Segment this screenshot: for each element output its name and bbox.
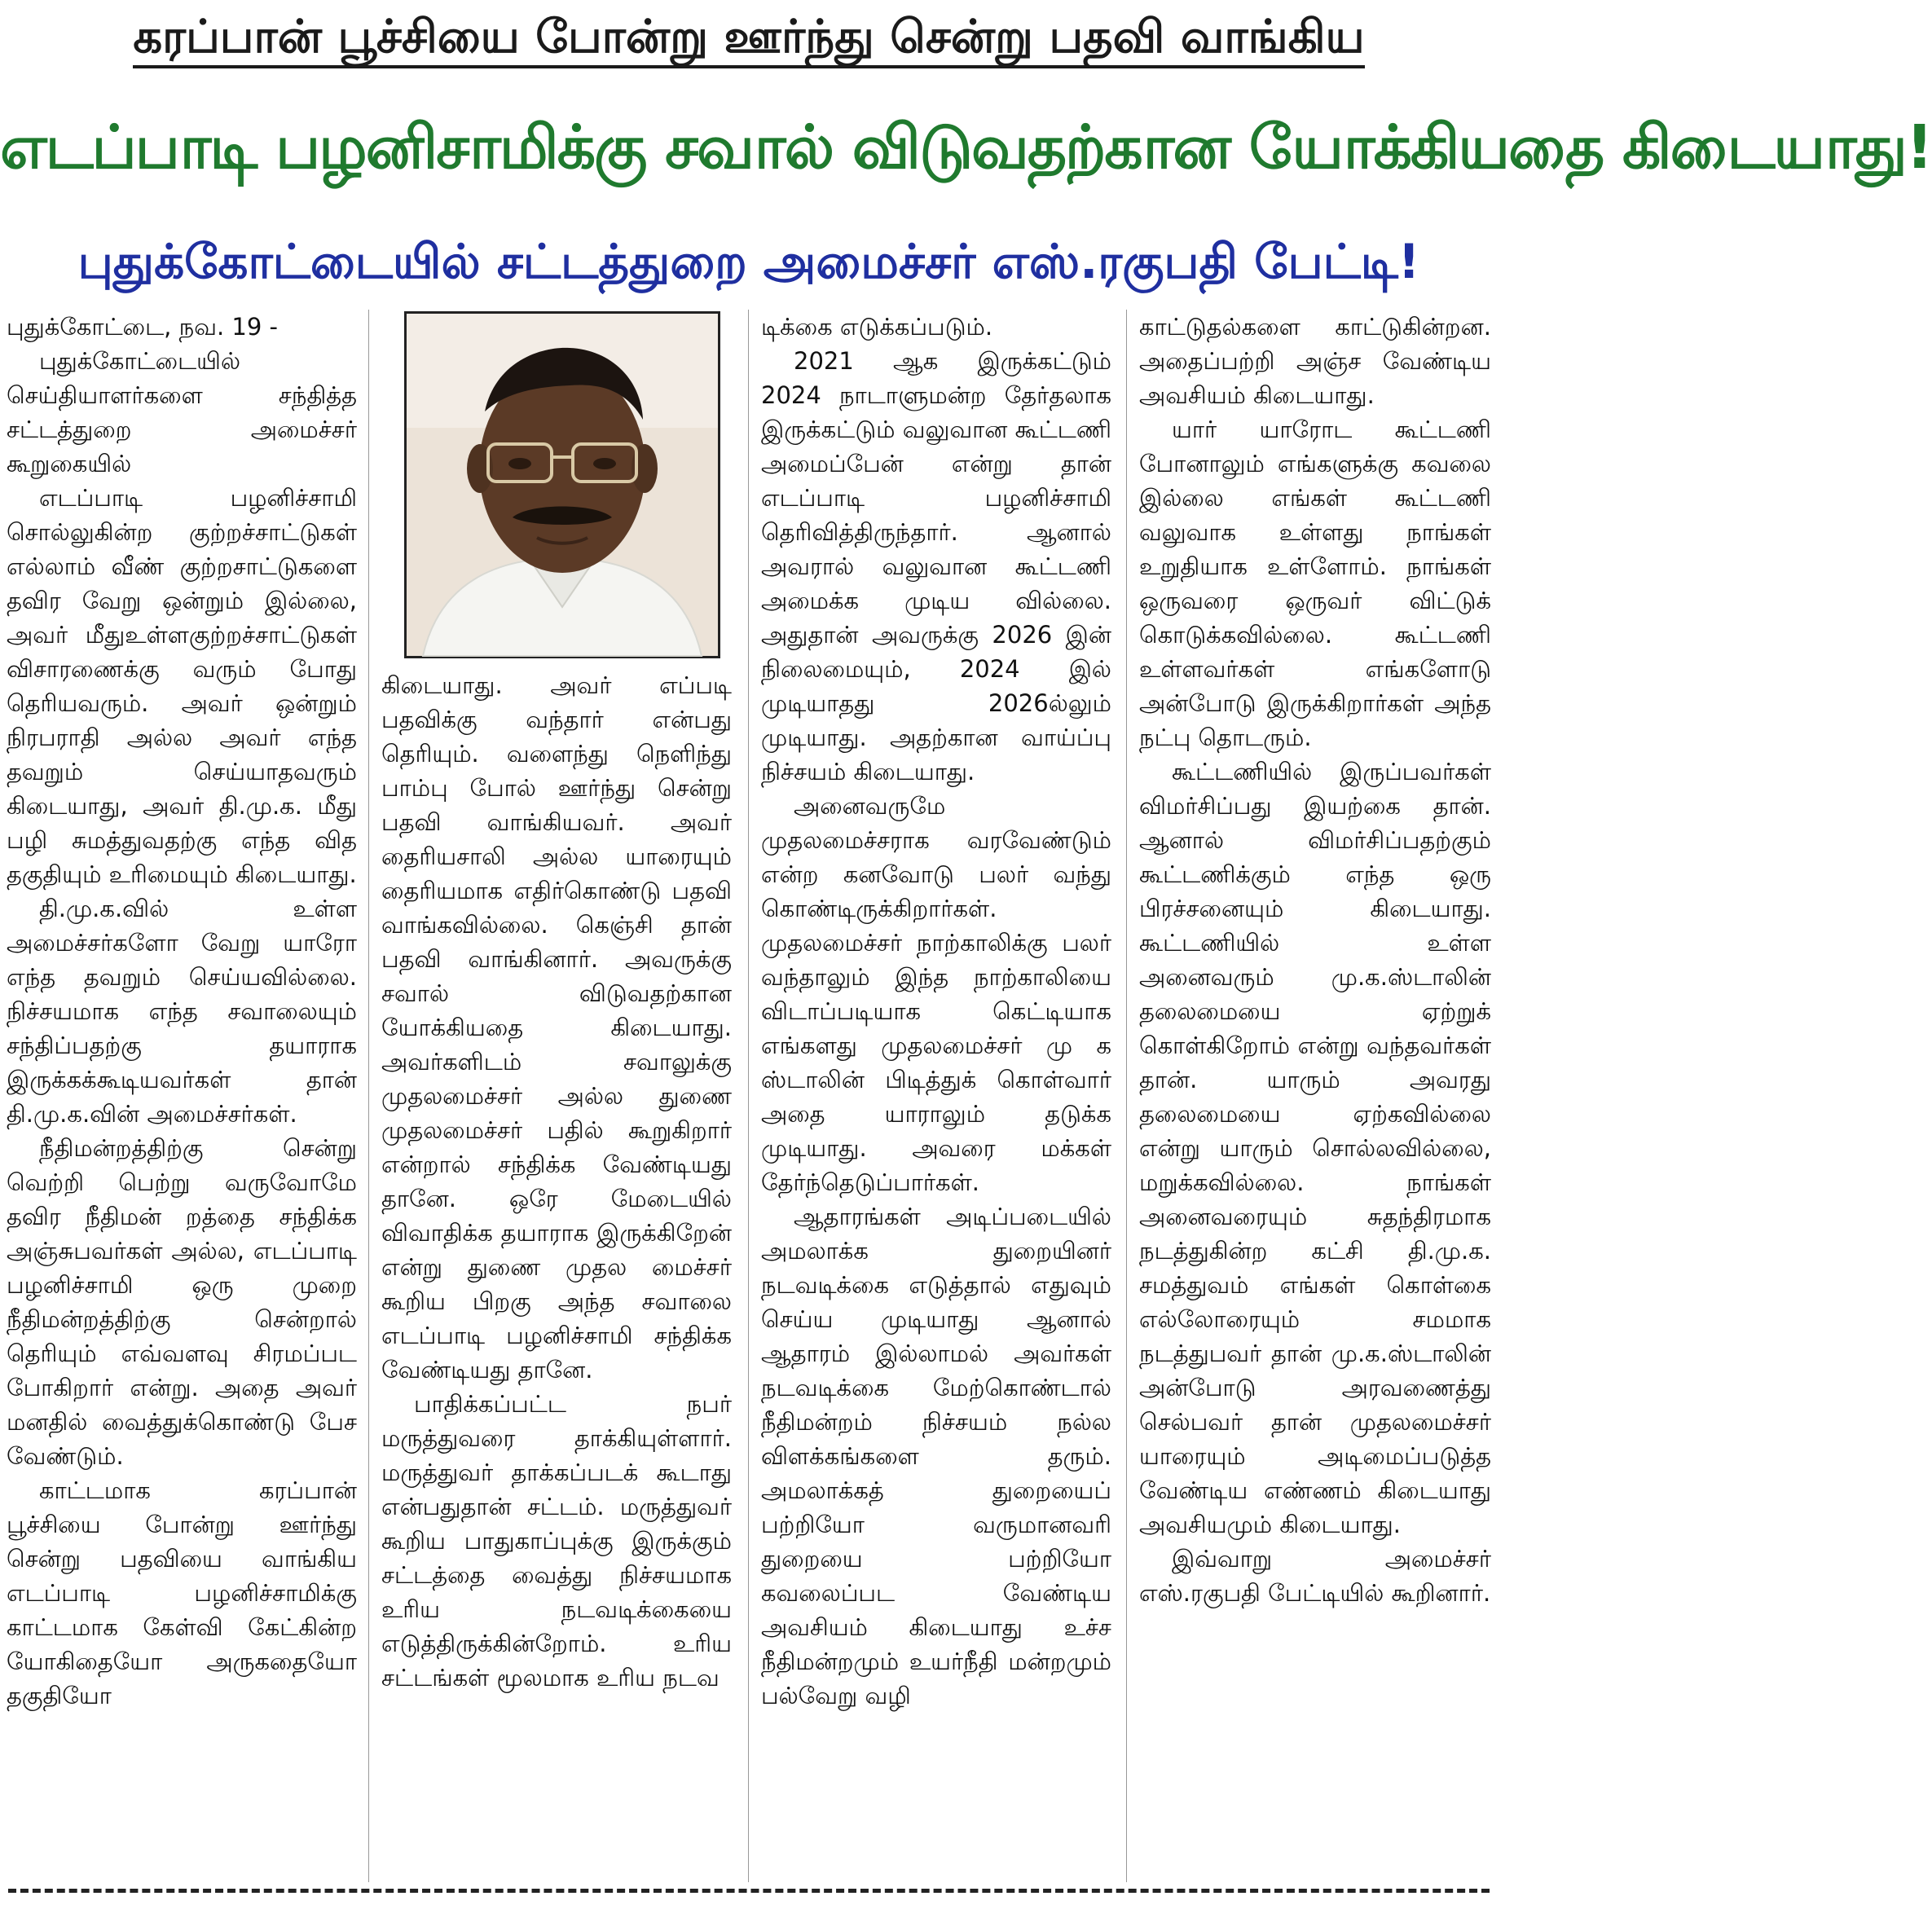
article-paragraph: பாதிக்கப்பட்ட நபர் மருத்துவரை தாக்கியுள்ளார். மருத்துவர் தாக்கப்படக் கூடாது என்பதுதான் சட்டம். மருத்துவர் கூறிய பாதுகாப்புக்கு இருக்கும் சட்டத்தை வைத்து நிச்சயமாக உரிய நடவடிக்கையை எடுத்திருக்கின்றோம். உரிய சட்டங்கள் மூலமாக உரிய நடவ: [381, 1390, 732, 1692]
column-divider: [1126, 310, 1127, 1882]
article-column-3: [761, 310, 1111, 1886]
article-column-1: [7, 310, 357, 1886]
article-paragraph: தி.மு.க.வில் உள்ள அமைச்சர்களோ வேறு யாரோ எந்த தவறும் செய்யவில்லை. நிச்சயமாக எந்த சவாலையும் சந்திப்பதற்கு தயாராக இருக்கக்கூடியவர்கள் தான் தி.மு.க.வின் அமைச்சர்கள்.: [7, 895, 357, 1128]
headline-main: எடப்பாடி பழனிசாமிக்கு சவால் விடுவதற்கான யோக்கியதை கிடையாது!: [0, 112, 1932, 183]
article-paragraph: 2021 ஆக இருக்கட்டும் 2024 நாடாளுமன்ற தேர்தலாக இருக்கட்டும் வலுவான கூட்டணி அமைப்பேன் என்று தான் எடப்பாடி பழனிச்சாமி தெரிவித்திருந்தார். ஆனால் அவரால் வலுவான கூட்டணி அமைக்க முடிய வில்லை. அதுதான் அவருக்கு 2026 இன் நிலைமையும், 2024 இல் முடியாதது 2026ல்லும் முடியாது. அதற்கான வாய்ப்பு நிச்சயம் கிடையாது.: [761, 347, 1111, 785]
article-paragraph: டிக்கை எடுக்கப்படும்.: [761, 313, 993, 341]
portrait-illustration: [407, 314, 718, 656]
article-column-2: [381, 668, 732, 1886]
column-divider: [368, 310, 369, 1882]
article-paragraph: காட்டமாக கரப்பான் பூச்சியை போன்று ஊர்ந்து சென்று பதவியை வாங்கிய எடப்பாடி பழனிச்சாமிக்கு காட்டமாக கேள்வி கேட்கின்ற யோகிதையோ அருகதையோ தகுதியோ: [7, 1476, 357, 1709]
headline-kicker-text: கரப்பான் பூச்சியை போன்று ஊர்ந்து சென்று பதவி வாங்கிய: [133, 11, 1364, 68]
article-paragraph: கிடையாது. அவர் எப்படி பதவிக்கு வந்தார் என்பது தெரியும். வளைந்து நெளிந்து பாம்பு போல் ஊர்ந்து சென்று பதவி வாங்கியவர். அவர் தைரியசாலி அல்ல யாரையும் தைரியமாக எதிர்கொண்டு பதவி வாங்கவில்லை. கெஞ்சி தான் பதவி வாங்கினார். அவருக்கு சவால் விடுவதற்கான யோக்கியதை கிடையாது. அவர்களிடம் சவாலுக்கு முதலமைச்சர் அல்ல துணை முதலமைச்சர் பதில் கூறுகிறார் என்றால் சந்திக்க வேண்டியது தானே. ஒரே மேடையில் விவாதிக்க தயாராக இருக்கிறேன் என்று துணை முதல மைச்சர் கூறிய பிறகு அந்த சவாலை எடப்பாடி பழனிச்சாமி சந்திக்க வேண்டியது தானே.: [381, 671, 732, 1384]
article-paragraph: இவ்வாறு அமைச்சர் எஸ்.ரகுபதி பேட்டியில் கூறினார்.: [1139, 1545, 1491, 1607]
article-paragraph: ஆதாரங்கள் அடிப்படையில் அமலாக்க துறையினர் நடவடிக்கை எடுத்தால் எதுவும் செய்ய முடியாது ஆனால் ஆதாரம் இல்லாமல் அவர்கள் நடவடிக்கை மேற்கொண்டால் நீதிமன்றம் நிச்சயம் நல்ல விளக்கங்களை தரும். அமலாக்கத் துறையைப் பற்றியோ வருமானவரி துறையை பற்றியோ கவலைப்பட வேண்டிய அவசியம் கிடையாது உச்ச நீதிமன்றமும் உயர்நீதி மன்றமும் பல்வேறு வழி: [761, 1203, 1111, 1709]
article-paragraph: புதுக்கோட்டையில் செய்தியாளர்களை சந்தித்த சட்டத்துறை அமைச்சர் கூறுகையில்: [7, 347, 357, 477]
column-divider: [748, 310, 749, 1882]
article-paragraph: நீதிமன்றத்திற்கு சென்று வெற்றி பெற்று வருவோமே தவிர நீதிமன் றத்தை சந்திக்க அஞ்சுபவர்கள் அல்ல, எடப்பாடி பழனிச்சாமி ஒரு முறை நீதிமன்றத்திற்கு சென்றால் தெரியும் எவ்வளவு சிரமப்பட போகிறார் என்று. அதை அவர் மனதில் வைத்துக்கொண்டு பேச வேண்டும்.: [7, 1134, 357, 1470]
dateline: புதுக்கோட்டை, நவ. 19 -: [7, 313, 278, 341]
article-paragraph: காட்டுதல்களை காட்டுகின்றன. அதைப்பற்றி அஞ்ச வேண்டிய அவசியம் கிடையாது.: [1139, 313, 1491, 409]
article-paragraph: எடப்பாடி பழனிச்சாமி சொல்லுகின்ற குற்றச்சாட்டுகள் எல்லாம் வீண் குற்றசாட்டுகளை தவிர வேறு ஒன்றும் இல்லை, அவர் மீதுஉள்ளகுற்றச்சாட்டுகள் விசாரணைக்கு வரும் போது தெரியவரும். அவர் ஒன்றும் நிரபராதி அல்ல அவர் எந்த தவறும் செய்யாதவரும் கிடையாது, அவர் தி.மு.க. மீது பழி சுமத்துவதற்கு எந்த வித தகுதியும் உரிமையும் கிடையாது.: [7, 484, 357, 888]
headline-kicker: [0, 7, 1498, 68]
bottom-dashed-border: [8, 1889, 1490, 1893]
minister-photo: [404, 311, 720, 658]
article-paragraph: கூட்டணியில் இருப்பவர்கள் விமர்சிப்பது இயற்கை தான். ஆனால் விமர்சிப்பதற்கும் கூட்டணிக்கும் எந்த ஒரு பிரச்சனையும் கிடையாது. கூட்டணியில் உள்ள அனைவரும் மு.க.ஸ்டாலின் தலைமையை ஏற்றுக் கொள்கிறோம் என்று வந்தவர்கள் தான். யாரும் அவரது தலைமையை ஏற்கவில்லை என்று யாரும் சொல்லவில்லை, மறுக்கவில்லை. நாங்கள் அனைவரையும் சுதந்திரமாக நடத்துகின்ற கட்சி தி.மு.க. சமத்துவம் எங்கள் கொள்கை எல்லோரையும் சமமாக நடத்துபவர் தான் மு.க.ஸ்டாலின் அன்போடு அரவணைத்து செல்பவர் தான் முதலமைச்சர் யாரையும் அடிமைப்படுத்த வேண்டிய எண்ணம் கிடையாது அவசியமும் கிடையாது.: [1139, 758, 1491, 1538]
article-column-4: [1139, 310, 1491, 1886]
article-paragraph: அனைவருமே முதலமைச்சராக வரவேண்டும் என்ற கனவோடு பலர் வந்து கொண்டிருக்கிறார்கள். முதலமைச்சர் நாற்காலிக்கு பலர் வந்தாலும் இந்த நாற்காலியை விடாப்படியாக கெட்டியாக எங்களது முதலமைச்சர் மு க ஸ்டாலின் பிடித்துக் கொள்வார் அதை யாராலும் தடுக்க முடியாது. அவரை மக்கள் தேர்ந்தெடுப்பார்கள்.: [761, 792, 1111, 1196]
headline-sub: புதுக்கோட்டையில் சட்டத்துறை அமைச்சர் எஸ்.ரகுபதி பேட்டி!: [77, 234, 1420, 289]
article-paragraph: யார் யாரோட கூட்டணி போனாலும் எங்களுக்கு கவலை இல்லை எங்கள் கூட்டணி வலுவாக உள்ளது நாங்கள் உறுதியாக உள்ளோம். நாங்கள் ஒருவரை ஒருவர் விட்டுக் கொடுக்கவில்லை. கூட்டணி உள்ளவர்கள் எங்களோடு அன்போடு இருக்கிறார்கள் அந்த நட்பு தொடரும்.: [1139, 416, 1491, 751]
